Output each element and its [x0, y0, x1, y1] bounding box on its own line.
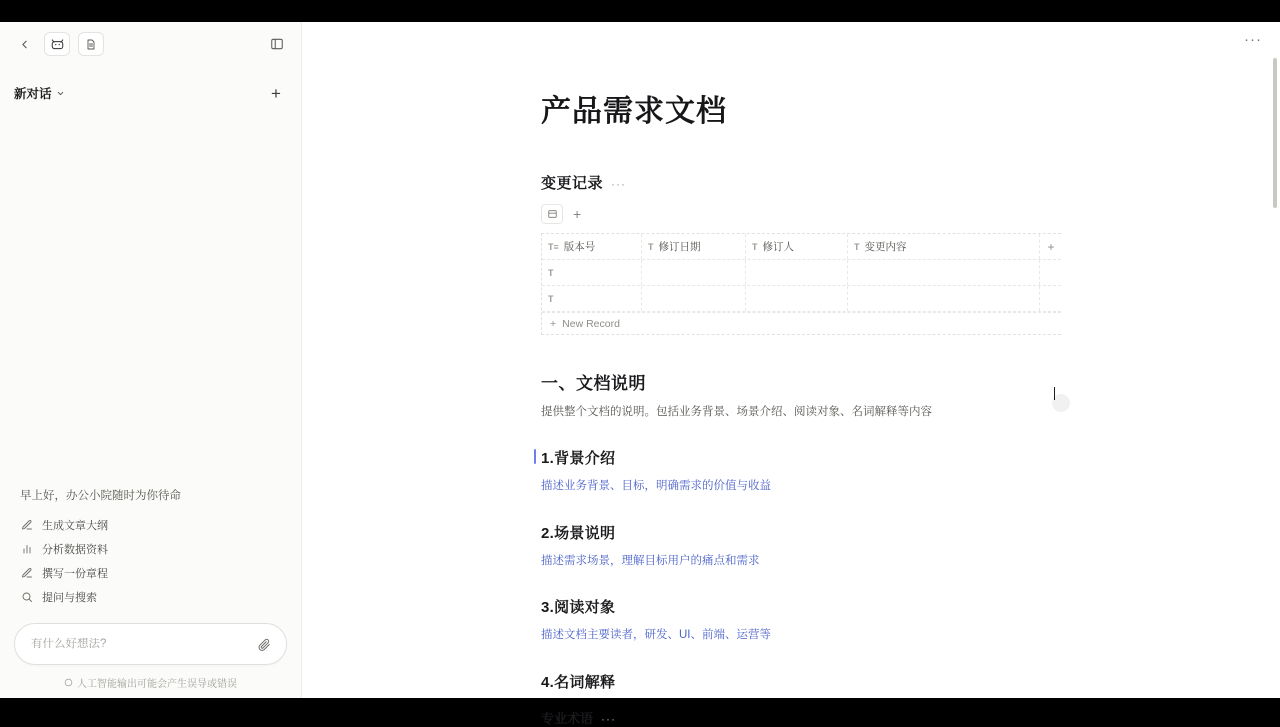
changelog-block	[541, 172, 1055, 335]
suggestion-label: 生成文章大纲	[42, 520, 108, 532]
conversation-header	[0, 76, 301, 110]
heading-background: 1.背景介绍	[541, 447, 1051, 468]
text-type-icon: T	[548, 267, 554, 278]
column-label: 版本号	[563, 241, 596, 253]
ai-disclaimer	[0, 669, 301, 698]
column-header-version[interactable]	[542, 234, 642, 259]
cat-logo-icon[interactable]	[44, 32, 70, 56]
paragraph-background[interactable]: 描述业务背景、目标，明确需求的价值与收益	[541, 480, 771, 493]
plus-icon: +	[550, 317, 557, 330]
chevron-down-icon	[56, 89, 65, 98]
add-view-button[interactable]: +	[573, 206, 582, 222]
table-row[interactable]	[542, 286, 1061, 312]
cursor-hover-highlight	[1052, 394, 1070, 412]
cell-editor[interactable]	[746, 260, 848, 285]
column-header-editor[interactable]	[746, 234, 848, 259]
paragraph-scenario[interactable]: 描述需求场景，理解目标用户的痛点和需求	[541, 554, 760, 567]
document-canvas[interactable]	[302, 56, 1280, 726]
changelog-table[interactable]	[541, 233, 1061, 335]
toggle-sidebar-icon[interactable]	[265, 32, 289, 56]
composer-area	[0, 609, 301, 669]
chart-icon	[20, 543, 33, 556]
back-icon[interactable]	[12, 32, 36, 56]
search-icon	[20, 591, 33, 604]
chat-input[interactable]	[31, 638, 254, 650]
cell-date[interactable]	[642, 260, 746, 285]
disclaimer-text: 人工智能输出可能会产生误导或错误	[77, 679, 237, 690]
heading-glossary: 4.名词解释	[541, 673, 616, 691]
paragraph-audience[interactable]: 描述文档主要读者，研发、UI、前端、运营等	[541, 629, 771, 642]
greeting-text: 早上好，办公小院随时为你待命	[20, 490, 181, 502]
app-window	[0, 22, 1280, 726]
conversation-list	[0, 110, 301, 487]
changelog-header	[541, 172, 1051, 193]
suggestion-item-outline[interactable]	[16, 513, 285, 537]
column-label: 变更内容	[864, 241, 907, 253]
pencil-icon	[20, 519, 33, 532]
info-icon	[64, 678, 73, 687]
heading-scenario: 2.场景说明	[541, 524, 616, 542]
cell-content[interactable]	[848, 286, 1040, 311]
column-label: 修订人	[762, 241, 794, 253]
subheading-terminology: 专业术语	[541, 710, 594, 726]
cell-editor[interactable]	[746, 286, 848, 311]
suggestion-item-search[interactable]	[16, 585, 285, 609]
subsection-terminology	[541, 708, 1051, 727]
terminology-more-button[interactable]: ···	[601, 711, 617, 726]
sidebar	[0, 22, 302, 698]
suggestion-label: 撰写一份章程	[42, 568, 108, 580]
suggestion-item-analyze[interactable]	[16, 537, 285, 561]
cell-date[interactable]	[642, 286, 746, 311]
heading-audience: 3.阅读对象	[541, 599, 616, 617]
column-label: 修订日期	[658, 241, 701, 253]
conversation-title: 新对话	[14, 87, 52, 101]
paragraph-doc-description[interactable]: 提供整个文档的说明。包括业务背景、场景介绍、阅读对象、名词解释等内容	[541, 406, 932, 418]
cell-version[interactable]	[542, 286, 642, 311]
main-pane	[302, 22, 1280, 726]
main-toolbar	[302, 22, 1280, 56]
new-record-label: New Record	[562, 317, 620, 330]
text-type-icon: T	[648, 241, 654, 252]
suggestion-item-write[interactable]	[16, 561, 285, 585]
suggestion-label: 提问与搜索	[42, 592, 97, 604]
column-header-date[interactable]	[642, 234, 746, 259]
row-end-spacer	[1040, 260, 1062, 285]
pencil-icon	[20, 567, 33, 580]
new-record-button[interactable]	[542, 312, 1061, 334]
row-end-spacer	[1040, 286, 1062, 311]
composer[interactable]	[14, 623, 287, 665]
text-type-icon: T	[854, 241, 860, 252]
text-type-icon: T	[752, 241, 758, 252]
cell-content[interactable]	[848, 260, 1040, 285]
heading-doc-description: 一、文档说明	[541, 374, 646, 393]
document-icon[interactable]	[78, 32, 104, 56]
text-type-icon: T	[548, 293, 554, 304]
table-header-row	[542, 234, 1061, 260]
page-title: 产品需求文档	[541, 95, 727, 128]
suggestion-list	[0, 513, 301, 609]
cell-version[interactable]	[542, 260, 642, 285]
changelog-more-button[interactable]: ···	[611, 177, 627, 191]
text-type-icon: T≡	[548, 241, 559, 252]
column-header-content[interactable]	[848, 234, 1040, 259]
changelog-heading: 变更记录	[541, 175, 604, 192]
suggestion-label: 分析数据资料	[42, 544, 108, 556]
paperclip-icon[interactable]	[254, 634, 274, 654]
table-toolbar	[541, 203, 1051, 225]
add-column-button[interactable]: +	[1047, 239, 1055, 254]
more-options-button[interactable]: ···	[1244, 30, 1262, 48]
new-chat-button[interactable]: +	[271, 83, 281, 103]
table-view-icon[interactable]	[541, 204, 563, 224]
sidebar-toolbar	[0, 22, 301, 66]
conversation-selector[interactable]	[14, 84, 65, 102]
table-row[interactable]	[542, 260, 1061, 286]
